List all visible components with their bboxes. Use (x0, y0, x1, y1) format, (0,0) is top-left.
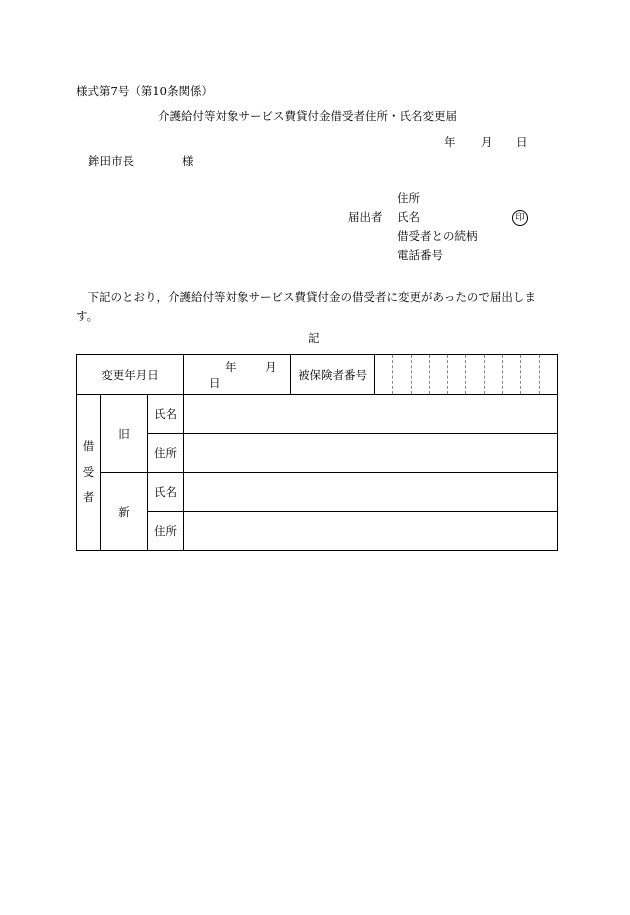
new-name-label: 氏名 (148, 473, 184, 512)
old-address-field[interactable] (184, 434, 558, 473)
insured-number-digit-box[interactable] (375, 355, 392, 394)
insured-number-digit-box[interactable] (465, 355, 483, 394)
new-name-row (77, 473, 558, 512)
old-label: 旧 (101, 395, 148, 473)
notifier-phone-label: 電話番号 (397, 248, 443, 262)
insured-number-digit-box[interactable] (520, 355, 538, 394)
borrower-char-2: 受 (82, 464, 95, 479)
old-name-label: 氏名 (148, 395, 184, 434)
ki-label: 記 (308, 331, 320, 345)
seal-mark: 印 (512, 210, 528, 226)
change-date-row (77, 355, 558, 395)
change-date-label: 変更年月日 (77, 355, 184, 395)
insured-number-field[interactable] (375, 355, 558, 395)
change-date-field[interactable] (184, 355, 291, 395)
change-date-year: 年 (225, 359, 237, 374)
borrower-label (77, 395, 101, 551)
change-table (76, 354, 558, 551)
old-address-row (77, 434, 558, 473)
borrower-char-1: 借 (82, 439, 95, 454)
notifier-label: 届出者 (348, 210, 383, 224)
addressee: 鉾田市長 (88, 154, 134, 168)
insured-number-label: 被保険者番号 (291, 355, 375, 395)
honorific: 様 (182, 154, 194, 168)
insured-number-boxes (375, 355, 557, 394)
insured-number-digit-box[interactable] (484, 355, 502, 394)
new-address-row (77, 512, 558, 551)
insured-number-digit-box[interactable] (447, 355, 465, 394)
notifier-name-label: 氏名 (397, 210, 420, 224)
form-title: 介護給付等対象サービス費貸付金借受者住所・氏名変更届 (158, 109, 457, 123)
change-date-day: 日 (209, 375, 221, 390)
old-name-row (77, 395, 558, 434)
body-text: 下記のとおり，介護給付等対象サービス費貸付金の借受者に変更があったので届出します。 (76, 290, 536, 323)
insured-number-digit-box[interactable] (411, 355, 429, 394)
seal-icon (512, 210, 528, 226)
insured-number-digit-box[interactable] (392, 355, 410, 394)
borrower-char-3: 者 (82, 490, 95, 505)
date-day: 日 (516, 135, 528, 149)
form-number: 様式第7号（第10条関係） (76, 84, 213, 98)
new-label: 新 (101, 473, 148, 551)
old-address-label: 住所 (148, 434, 184, 473)
new-address-field[interactable] (184, 512, 558, 551)
notifier-address-label: 住所 (397, 191, 420, 205)
insured-number-digit-box[interactable] (539, 355, 557, 394)
insured-number-digit-box[interactable] (502, 355, 520, 394)
change-date-month: 月 (265, 359, 277, 374)
new-name-field[interactable] (184, 473, 558, 512)
date-year: 年 (444, 135, 456, 149)
notifier-relationship-label: 借受者との続柄 (397, 229, 478, 243)
insured-number-digit-box[interactable] (429, 355, 447, 394)
old-name-field[interactable] (184, 395, 558, 434)
date-month: 月 (481, 135, 493, 149)
new-address-label: 住所 (148, 512, 184, 551)
